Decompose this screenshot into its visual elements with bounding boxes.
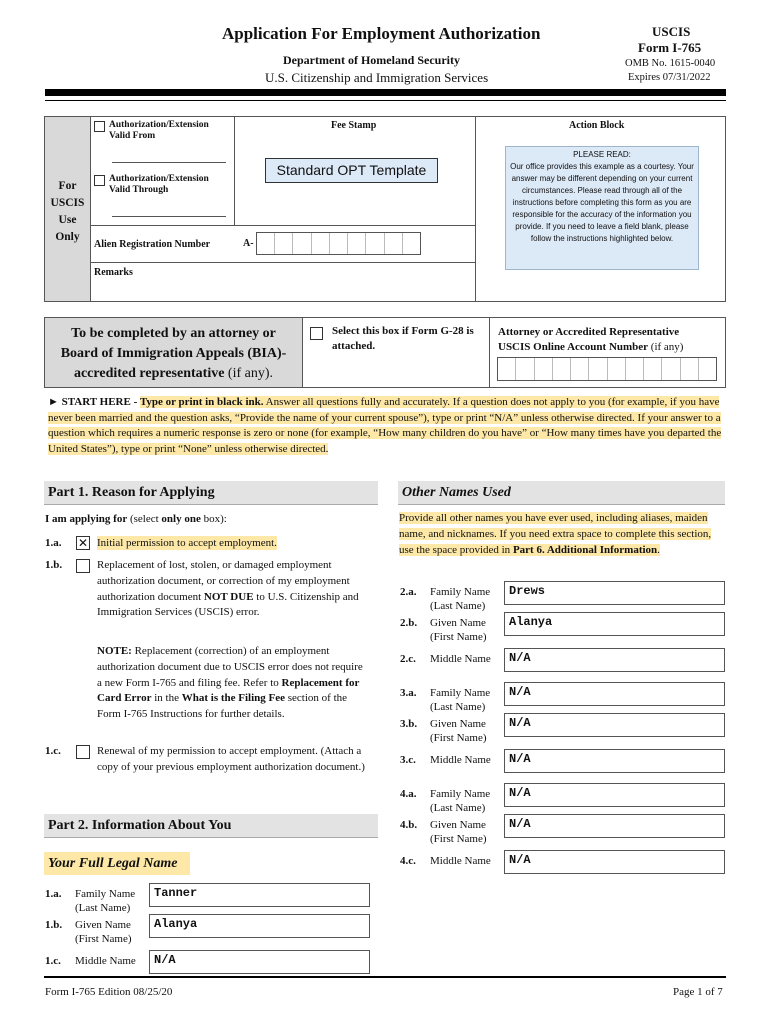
attorney-heading-line: To be completed by an attorney or — [71, 326, 276, 341]
auth-valid-from-checkbox[interactable] — [94, 121, 105, 132]
other-names-intro-bold: Part 6. Additional Information — [512, 543, 658, 556]
item-num: 1.a. — [45, 537, 62, 549]
other-names-header: Other Names Used — [398, 481, 725, 505]
field-sublabel: (First Name) — [430, 631, 487, 643]
field-label: Family Name — [75, 888, 136, 900]
part1-intro — [45, 513, 227, 525]
initial-permission-checkbox[interactable]: ✕ — [77, 536, 89, 550]
action-block-label: Action Block — [569, 120, 625, 131]
other-names-intro — [399, 511, 721, 558]
other-names-intro-text: Provide all other names you have ever used, including aliases, maiden name, and nicknames. If you need extra space to complete this section, use the space provided in — [399, 512, 712, 556]
field-label: Middle Name — [430, 855, 491, 867]
item-num: 4.b. — [400, 819, 418, 831]
divider — [234, 117, 235, 225]
field-label: Family Name — [430, 788, 491, 800]
a-prefix: A- — [243, 238, 254, 249]
item-num: 1.c. — [45, 745, 61, 757]
footer-rule — [44, 976, 726, 978]
omb-number: OMB No. 1615-0040 — [625, 58, 716, 69]
template-label-box: Standard OPT Template — [265, 158, 438, 183]
item-num: 2.c. — [400, 653, 416, 665]
field-label: Given Name — [430, 718, 486, 730]
uscis-side-label — [45, 178, 90, 246]
date-line — [112, 216, 226, 217]
item-num: 1.a. — [45, 888, 62, 900]
account-number-input[interactable] — [497, 357, 717, 381]
divider — [475, 117, 476, 301]
item-num: 3.b. — [400, 718, 418, 730]
attorney-heading-line: Board of Immigration Appeals (BIA)- — [60, 346, 287, 361]
item-num: 1.b. — [45, 919, 63, 931]
side-label-line: For — [58, 180, 77, 192]
field-label: Given Name — [430, 617, 486, 629]
name-input[interactable]: Tanner — [149, 883, 370, 907]
field-label: Middle Name — [430, 754, 491, 766]
date-line — [112, 162, 226, 163]
notice-title: PLEASE READ: — [573, 150, 631, 159]
replacement-bold: NOT DUE — [203, 590, 254, 603]
name-input[interactable]: N/A — [504, 713, 725, 737]
name-input[interactable]: Alanya — [504, 612, 725, 636]
name-input[interactable]: N/A — [504, 682, 725, 706]
field-label: Given Name — [75, 919, 131, 931]
auth-valid-from-label: Authorization/Extension Valid From — [109, 120, 209, 141]
remarks-label: Remarks — [94, 267, 133, 278]
attorney-heading-suffix: (if any). — [227, 366, 274, 381]
auth-valid-through-checkbox[interactable] — [94, 175, 105, 186]
name-input[interactable]: Alanya — [149, 914, 370, 938]
replacement-text: Replacement of lost, stolen, or damaged employment authorization document, or correction of my employment authorization document — [97, 559, 350, 603]
form-number: Form I-765 — [638, 40, 702, 55]
name-input[interactable]: N/A — [504, 749, 725, 773]
note-text: in the — [151, 692, 182, 705]
item-num: 1.c. — [45, 955, 61, 967]
dept-name: Department of Homeland Security — [283, 53, 460, 67]
intro-text-end: box): — [200, 513, 227, 525]
field-sublabel: (Last Name) — [430, 701, 486, 713]
attorney-heading — [45, 324, 302, 384]
intro-only-one: only one — [161, 513, 201, 525]
fee-stamp-label: Fee Stamp — [331, 120, 377, 131]
field-label: Family Name — [430, 687, 491, 699]
account-label: Attorney or Accredited Representative — [498, 326, 680, 338]
field-label: Family Name — [430, 586, 491, 598]
note-bold: What is the Filing Fee — [181, 692, 286, 705]
name-input[interactable]: N/A — [149, 950, 370, 974]
part2-header: Part 2. Information About You — [44, 814, 378, 838]
note-text: Replacement (correction) of an employment authorization document due to USCIS error does not require a new Form I-765 and filing fee. Refer to — [97, 645, 363, 689]
item-num: 4.a. — [400, 788, 417, 800]
other-names-intro-end: . — [657, 543, 660, 556]
field-sublabel: (Last Name) — [75, 902, 131, 914]
field-sublabel: (First Name) — [430, 833, 487, 845]
item-num: 2.a. — [400, 586, 417, 598]
name-input[interactable]: N/A — [504, 648, 725, 672]
account-label-suffix: (if any) — [650, 341, 684, 353]
agency-name: U.S. Citizenship and Immigration Services — [265, 70, 489, 85]
uscis-label: USCIS — [652, 24, 691, 39]
divider — [90, 262, 475, 263]
account-label-text: USCIS Online Account Number — [498, 341, 649, 353]
start-here-bold: Type or print in black ink. — [139, 396, 264, 408]
attorney-heading-line: accredited representative — [73, 366, 225, 381]
field-sublabel: (Last Name) — [430, 600, 486, 612]
replacement-checkbox[interactable] — [76, 559, 90, 573]
intro-text: (select — [127, 513, 162, 525]
note-text: section of the Form I-765 Instructions for further details. — [97, 692, 348, 721]
intro-bold: I am applying for — [45, 513, 128, 525]
field-label: Given Name — [430, 819, 486, 831]
header-rule — [45, 89, 726, 96]
footer-page: Page 1 of 7 — [673, 986, 723, 998]
notice-box — [505, 146, 699, 270]
alien-reg-label: Alien Registration Number — [94, 239, 211, 250]
item-num: 1.b. — [45, 559, 63, 571]
divider — [489, 318, 490, 387]
side-label-line: Only — [55, 231, 80, 243]
g28-label: Select this box if Form G-28 is attached. — [332, 325, 474, 352]
side-label-line: USCIS — [50, 197, 85, 209]
field-sublabel: (Last Name) — [430, 802, 486, 814]
field-sublabel: (First Name) — [430, 732, 487, 744]
alien-reg-input[interactable] — [256, 232, 421, 255]
footer-edition: Form I-765 Edition 08/25/20 — [45, 986, 173, 998]
item-num: 2.b. — [400, 617, 418, 629]
replacement-note — [97, 644, 369, 723]
field-label: Middle Name — [430, 653, 491, 665]
note-bold: Replacement for Card Error — [97, 676, 360, 705]
renewal-checkbox[interactable] — [76, 745, 90, 759]
replacement-label — [97, 558, 369, 621]
initial-permission-label: Initial permission to accept employment. — [97, 537, 277, 549]
account-label-2 — [498, 341, 683, 353]
name-input[interactable]: N/A — [504, 814, 725, 838]
item-num: 4.c. — [400, 855, 416, 867]
item-num: 3.c. — [400, 754, 416, 766]
name-input[interactable]: N/A — [504, 783, 725, 807]
name-input[interactable]: Drews — [504, 581, 725, 605]
expiration-date: Expires 07/31/2022 — [628, 72, 711, 83]
part1-header: Part 1. Reason for Applying — [44, 481, 378, 505]
arrow-icon: ► — [48, 396, 59, 408]
side-label-line: Use — [58, 214, 77, 226]
divider — [90, 225, 475, 226]
form-title: Application For Employment Authorization — [222, 24, 541, 43]
notice-body: Our office provides this example as a courtesy. Your answer may be different depending on your current circumstances. Please read through all of the instructions before completing this form as you are responsible for the accuracy of the information you provide. If you need to leave a field blank, please follow the instructions highlighted below. — [510, 162, 694, 243]
full-legal-name-header: Your Full Legal Name — [44, 852, 190, 875]
item-num: 3.a. — [400, 687, 417, 699]
start-here-instructions — [48, 395, 724, 457]
start-here-lead: START HERE - — [61, 396, 140, 408]
replacement-text-end: to U.S. Citizenship and Immigration Services (USCIS) error. — [97, 590, 359, 619]
field-label: Middle Name — [75, 955, 136, 967]
divider — [90, 117, 91, 301]
note-lead: NOTE: — [97, 645, 132, 657]
name-input[interactable]: N/A — [504, 850, 725, 874]
start-here-body: Answer all questions fully and accurately. If a question does not apply to you (for example, if you have never been married and the question asks, “Provide the name of your current spouse”), type or print “N/A” unless otherwise directed. If your answer to a question which requires a numeric response is zero or none (for example, “How many children do you have” or “How many times have you departed the United States”), type or print “None” unless otherwise directed. — [48, 396, 722, 455]
field-sublabel: (First Name) — [75, 933, 132, 945]
renewal-label: Renewal of my permission to accept employment. (Attach a copy of your previous employment authorization document.) — [97, 745, 365, 773]
divider — [302, 318, 303, 387]
g28-checkbox[interactable] — [310, 327, 323, 340]
header-rule-thin — [45, 100, 726, 101]
auth-valid-through-label: Authorization/Extension Valid Through — [109, 174, 209, 195]
